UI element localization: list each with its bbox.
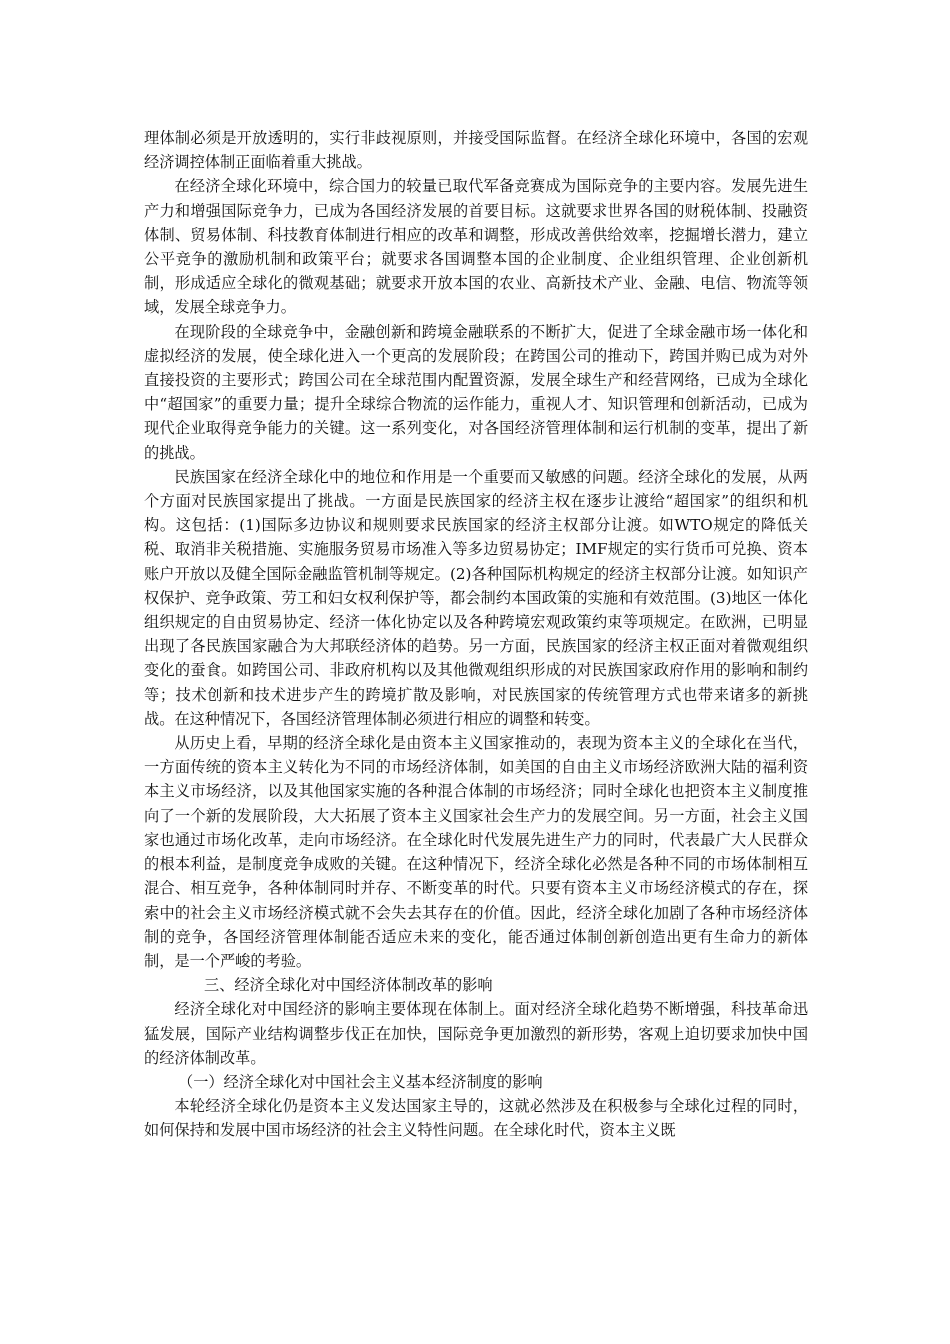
- paragraph-history: 从历史上看，早期的经济全球化是由资本主义国家推动的，表现为资本主义的全球化在当代，一方面传统的资本主义转化为不同的市场经济体制，如美国的自由主义市场经济欧洲大陆的福利资本主义市场经济，以及其他国家实施的各种混合体制的市场经济；同时全球化也把资本主义制度推向了一个新的发展阶段，大大拓展了资本主义国家社会生产力的发展空间。另一方面，社会主义国家也通过市场化改革，走向市场经济。在全球化时代发展先进生产力的同时，代表最广大人民群众的根本利益，是制度竞争成败的关键。在这种情况下，经济全球化必然是各种不同的市场体制相互混合、相互竞争，各种体制同时并存、不断变革的时代。只要有资本主义市场经济模式的存在，探索中的社会主义市场经济模式就不会失去其存在的价值。因此，经济全球化加剧了各种市场经济体制的竞争，各国经济管理体制能否适应未来的变化，能否通过体制创新创造出更有生命力的新体制，是一个严峻的考验。: [144, 734, 808, 970]
- document-page: [144, 126, 808, 1143]
- section-heading: 三、经济全球化对中国经济体制改革的影响: [204, 976, 493, 995]
- paragraph-global-competition: 在现阶段的全球竞争中，金融创新和跨境金融联系的不断扩大，促进了全球金融市场一体化和虚拟经济的发展，使全球化进入一个更高的发展阶段；在跨国公司的推动下，跨国并购已成为对外直接投资的主要形式；跨国公司在全球范围内配置资源，发展全球生产和经营网络，已成为全球化中“超国家”的重要力量；提升全球综合物流的运作能力，重视人才、知识管理和创新活动，已成为现代企业取得竞争能力的关键。这一系列变化，对各国经济管理体制和运行机制的变革，提出了新的挑战。: [144, 322, 808, 462]
- paragraph-continued: 理体制必须是开放透明的，实行非歧视原则，并接受国际监督。在经济全球化环境中，各国的宏观经济调控体制正面临着重大挑战。: [144, 129, 808, 172]
- paragraph-competition: 在经济全球化环境中，综合国力的较量已取代军备竞赛成为国际竞争的主要内容。发展先进生产力和增强国际竞争力，已成为各国经济发展的首要目标。这就要求世界各国的财税体制、投融资体制、贸易体制、科技教育体制进行相应的改革和调整，形成改善供给效率，挖掘增长潜力，建立公平竞争的激励机制和政策平台；就要求各国调整本国的企业制度、企业组织管理、企业创新机制，形成适应全球化的微观基础；就要求开放本国的农业、高新技术产业、金融、电信、物流等领域，发展全球竞争力。: [144, 177, 808, 317]
- paragraph-nation-state: 民族国家在经济全球化中的地位和作用是一个重要而又敏感的问题。经济全球化的发展，从两个方面对民族国家提出了挑战。一方面是民族国家的经济主权在逐步让渡给“超国家”的组织和机构。这包括：(1)国际多边协议和规则要求民族国家的经济主权部分让渡。如WTO规定的降低关税、取消非关税措施、实施服务贸易市场准入等多边贸易协定；IMF规定的实行货币可兑换、资本账户开放以及健全国际金融监管机制等规定。(2)各种国际机构规定的经济主权部分让渡。如知识产权保护、竞争政策、劳工和妇女权利保护等，都会制约本国政策的实施和有效范围。(3)地区一体化组织规定的自由贸易协定、经济一体化协定以及各种跨境宏观政策约束等项规定。在欧洲，已明显出现了各民族国家融合为大邦联经济体的趋势。另一方面，民族国家的经济主权正面对着微观组织变化的蚕食。如跨国公司、非政府机构以及其他微观组织形成的对民族国家政府作用的影响和制约等；技术创新和技术进步产生的跨境扩散及影响，对民族国家的传统管理方式也带来诸多的新挑战。在这种情况下，各国经济管理体制必须进行相应的调整和转变。: [144, 467, 808, 728]
- subsection-heading: （一）经济全球化对中国社会主义基本经济制度的影响: [178, 1072, 543, 1091]
- section-paragraph: 经济全球化对中国经济的影响主要体现在体制上。面对经济全球化趋势不断增强，科技革命迅猛发展，国际产业结构调整步伐正在加快，国际竞争更加激烈的新形势，客观上迫切要求加快中国的经济体制改革。: [144, 1000, 808, 1067]
- subsection-paragraph: 本轮经济全球化仍是资本主义发达国家主导的，这就必然涉及在积极参与全球化过程的同时，如何保持和发展中国市场经济的社会主义特性问题。在全球化时代，资本主义既: [144, 1097, 808, 1140]
